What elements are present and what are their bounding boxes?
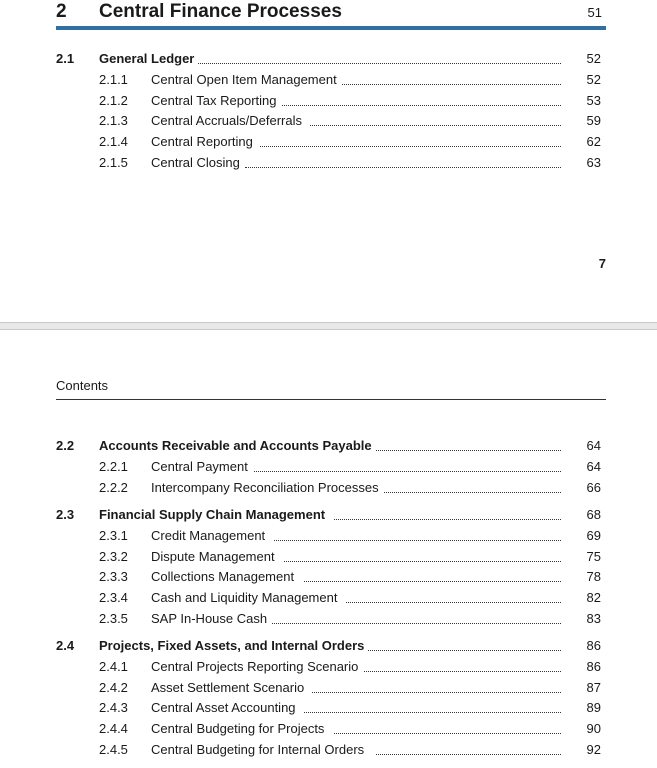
toc-section-row[interactable] <box>0 436 657 456</box>
subsection-title: Central Closing <box>151 153 244 173</box>
toc-subsection-row[interactable] <box>0 132 657 152</box>
subsection-title: Central Tax Reporting <box>151 91 281 111</box>
subsection-title: Central Payment <box>151 457 252 477</box>
dot-leader <box>280 105 561 106</box>
page-separator <box>0 322 657 330</box>
subsection-page-number: 69 <box>586 528 601 543</box>
subsection-page-number: 89 <box>586 700 601 715</box>
dot-leader <box>334 733 561 734</box>
subsection-title: SAP In-House Cash <box>151 609 271 629</box>
subsection-title: Cash and Liquidity Management <box>151 588 341 608</box>
subsection-page-number: 90 <box>586 721 601 736</box>
dot-leader <box>260 146 561 147</box>
section-number: 2.4 <box>56 638 75 653</box>
subsection-title: Asset Settlement Scenario <box>151 678 308 698</box>
chapter-page-number: 51 <box>587 5 602 20</box>
subsection-number: 2.1.1 <box>99 72 128 87</box>
toc-subsection-row[interactable] <box>0 153 657 173</box>
toc-subsection-row[interactable] <box>0 111 657 131</box>
dot-leader <box>245 167 561 168</box>
toc-section-row[interactable] <box>0 636 657 656</box>
subsection-page-number: 82 <box>586 590 601 605</box>
section-page-number: 86 <box>586 638 601 653</box>
section-title: General Ledger <box>99 49 198 69</box>
dot-leader <box>346 602 561 603</box>
section-page-number: 64 <box>586 438 601 453</box>
dot-leader <box>312 692 561 693</box>
subsection-page-number: 92 <box>586 742 601 757</box>
dot-leader <box>372 450 561 451</box>
chapter-number: 2 <box>56 1 67 22</box>
subsection-number: 2.3.3 <box>99 569 128 584</box>
dot-leader <box>368 650 561 651</box>
dot-leader <box>364 671 561 672</box>
running-head-rule <box>56 399 606 400</box>
dot-leader <box>284 561 561 562</box>
subsection-title: Central Accruals/Deferrals <box>151 111 306 131</box>
section-page-number: 52 <box>586 51 601 66</box>
subsection-title: Intercompany Reconciliation Processes <box>151 478 383 498</box>
subsection-title: Central Reporting <box>151 132 257 152</box>
subsection-title: Central Open Item Management <box>151 70 341 90</box>
subsection-page-number: 53 <box>586 93 601 108</box>
toc-subsection-row[interactable] <box>0 91 657 111</box>
dot-leader <box>334 519 561 520</box>
running-head: Contents <box>56 378 109 393</box>
subsection-title: Dispute Management <box>151 547 279 567</box>
chapter-title: Central Finance Processes <box>99 1 342 22</box>
subsection-number: 2.4.5 <box>99 742 128 757</box>
toc-subsection-row[interactable] <box>0 547 657 567</box>
subsection-page-number: 78 <box>586 569 601 584</box>
dot-leader <box>190 63 561 64</box>
dot-leader <box>254 471 561 472</box>
toc-subsection-row[interactable] <box>0 678 657 698</box>
subsection-page-number: 87 <box>586 680 601 695</box>
subsection-number: 2.4.1 <box>99 659 128 674</box>
subsection-title: Credit Management <box>151 526 269 546</box>
toc-subsection-row[interactable] <box>0 588 657 608</box>
section-title: Financial Supply Chain Management <box>99 505 329 525</box>
toc-subsection-row[interactable] <box>0 609 657 629</box>
section-number: 2.3 <box>56 507 75 522</box>
subsection-title: Collections Management <box>151 567 298 587</box>
toc-subsection-row[interactable] <box>0 740 657 760</box>
chapter-rule <box>56 26 606 30</box>
subsection-number: 2.2.2 <box>99 480 128 495</box>
toc-subsection-row[interactable] <box>0 478 657 498</box>
section-number: 2.2 <box>56 438 75 453</box>
toc-subsection-row[interactable] <box>0 70 657 90</box>
dot-leader <box>304 712 561 713</box>
toc-subsection-row[interactable] <box>0 657 657 677</box>
subsection-number: 2.2.1 <box>99 459 128 474</box>
toc-subsection-row[interactable] <box>0 698 657 718</box>
toc-section-row[interactable] <box>0 49 657 69</box>
chapter-heading <box>56 0 606 28</box>
subsection-number: 2.4.4 <box>99 721 128 736</box>
page-number: 7 <box>598 256 606 271</box>
subsection-number: 2.4.3 <box>99 700 128 715</box>
subsection-number: 2.4.2 <box>99 680 128 695</box>
toc-subsection-row[interactable] <box>0 526 657 546</box>
dot-leader <box>266 623 561 624</box>
subsection-number: 2.3.5 <box>99 611 128 626</box>
dot-leader <box>376 754 561 755</box>
subsection-number: 2.3.1 <box>99 528 128 543</box>
toc-page-bottom <box>0 330 657 768</box>
subsection-title: Central Projects Reporting Scenario <box>151 657 362 677</box>
subsection-page-number: 66 <box>586 480 601 495</box>
toc-subsection-row[interactable] <box>0 567 657 587</box>
subsection-page-number: 59 <box>586 113 601 128</box>
subsection-title: Central Budgeting for Projects <box>151 719 328 739</box>
subsection-page-number: 83 <box>586 611 601 626</box>
subsection-page-number: 52 <box>586 72 601 87</box>
section-title: Accounts Receivable and Accounts Payable <box>99 436 376 456</box>
toc-page-top <box>0 0 657 322</box>
subsection-page-number: 64 <box>586 459 601 474</box>
subsection-number: 2.1.3 <box>99 113 128 128</box>
subsection-number: 2.1.2 <box>99 93 128 108</box>
subsection-number: 2.3.4 <box>99 590 128 605</box>
subsection-title: Central Budgeting for Internal Orders <box>151 740 368 760</box>
toc-section-row[interactable] <box>0 505 657 525</box>
subsection-page-number: 86 <box>586 659 601 674</box>
subsection-page-number: 75 <box>586 549 601 564</box>
subsection-page-number: 63 <box>586 155 601 170</box>
section-title: Projects, Fixed Assets, and Internal Orders <box>99 636 368 656</box>
dot-leader <box>310 125 561 126</box>
dot-leader <box>274 540 561 541</box>
subsection-title: Central Asset Accounting <box>151 698 300 718</box>
dot-leader <box>304 581 561 582</box>
subsection-number: 2.1.4 <box>99 134 128 149</box>
subsection-number: 2.1.5 <box>99 155 128 170</box>
toc-subsection-row[interactable] <box>0 719 657 739</box>
toc-subsection-row[interactable] <box>0 457 657 477</box>
subsection-page-number: 62 <box>586 134 601 149</box>
section-number: 2.1 <box>56 51 75 66</box>
section-page-number: 68 <box>586 507 601 522</box>
subsection-number: 2.3.2 <box>99 549 128 564</box>
dot-leader <box>384 492 561 493</box>
dot-leader <box>340 84 561 85</box>
